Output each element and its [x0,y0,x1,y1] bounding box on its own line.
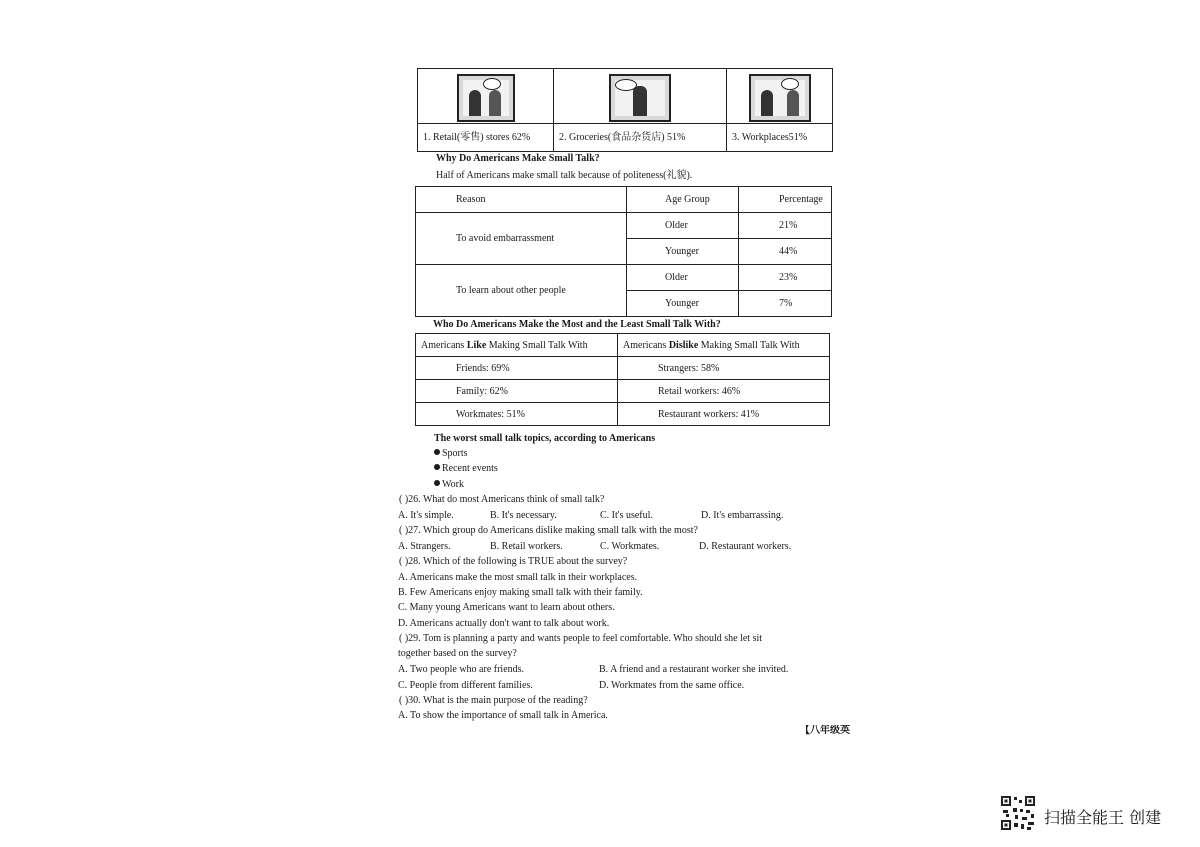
question-28-option-c: C. Many young Americans want to learn about others. [398,602,615,613]
retail-caption: 1. Retail(零售) stores 62% [418,124,554,152]
places-table [417,68,833,152]
question-30-option-a: A. To show the importance of small talk in America. [398,710,608,721]
question-28-stem: ( )28. Which of the following is TRUE about the survey? [399,556,628,567]
question-29-option-b: B. A friend and a restaurant worker she invited. [599,664,789,675]
workplaces-picture-cell [727,69,833,124]
reason-cell: To avoid embarrassment [416,213,627,265]
like-cell: Family: 62% [416,380,618,403]
question-26-option-d: D. It's embarrassing. [701,510,784,521]
age-cell: Older [627,213,739,239]
question-29-option-a: A. Two people who are friends. [398,664,525,675]
question-28-option-a: A. Americans make the most small talk in their workplaces. [398,572,638,583]
like-cell: Friends: 69% [416,357,618,380]
age-cell: Younger [627,239,739,265]
question-29-stem-continued: together based on the survey? [398,648,517,659]
age-cell: Older [627,265,739,291]
percentage-cell: 21% [739,213,832,239]
percentage-header: Percentage [739,187,832,213]
worst-topic-item: Recent events [434,463,498,475]
question-28-option-b: B. Few Americans enjoy making small talk with their family. [398,587,643,598]
qr-code-icon [1000,795,1036,831]
age-cell: Younger [627,291,739,317]
question-29-option-c: C. People from different families. [398,680,533,691]
like-header: Americans Like Making Small Talk With [416,334,618,357]
question-28-option-d: D. Americans actually don't want to talk about work. [398,618,610,629]
percentage-cell: 7% [739,291,832,317]
workplaces-caption: 3. Workplaces51% [727,124,833,152]
bullet-icon [434,449,440,455]
groceries-picture-cell [554,69,727,124]
question-30-stem: ( )30. What is the main purpose of the reading? [399,695,588,706]
question-29-option-d: D. Workmates from the same office. [599,680,745,691]
question-27-option-b: B. Retail workers. [490,541,563,552]
groceries-sketch-image [609,74,671,122]
question-26-option-b: B. It's necessary. [490,510,557,521]
who-heading: Who Do Americans Make the Most and the Least Small Talk With? [433,319,721,330]
groceries-caption: 2. Groceries(食品杂货店) 51% [554,124,727,152]
bullet-icon [434,480,440,486]
scanner-watermark-text: 扫描全能王 创建 [1044,808,1162,827]
page-grade-tag: 【八年级英 [800,725,850,736]
reason-header: Reason [416,187,627,213]
why-heading: Why Do Americans Make Small Talk? [436,153,600,164]
question-27-option-c: C. Workmates. [600,541,660,552]
worst-heading: The worst small talk topics, according to Americans [434,433,656,444]
worst-topic-item: Sports [434,448,468,460]
worst-topic-item: Work [434,479,464,491]
percentage-cell: 44% [739,239,832,265]
percentage-cell: 23% [739,265,832,291]
dislike-cell: Retail workers: 46% [618,380,830,403]
retail-picture-cell [418,69,554,124]
reasons-table [415,186,832,317]
question-26-option-a: A. It's simple. [398,510,454,521]
question-26-stem: ( )26. What do most Americans think of small talk? [399,494,605,505]
question-26-option-c: C. It's useful. [600,510,653,521]
question-27-option-d: D. Restaurant workers. [699,541,792,552]
like-cell: Workmates: 51% [416,403,618,426]
question-29-stem: ( )29. Tom is planning a party and wants people to feel comfortable. Who should she let sit [399,633,763,644]
why-intro: Half of Americans make small talk because of politeness(礼貌). [436,170,693,181]
dislike-cell: Strangers: 58% [618,357,830,380]
dislike-header: Americans Dislike Making Small Talk With [618,334,830,357]
dislike-cell: Restaurant workers: 41% [618,403,830,426]
small-talk-with-table [415,333,830,426]
age-group-header: Age Group [627,187,739,213]
reason-cell: To learn about other people [416,265,627,317]
retail-sketch-image [457,74,515,122]
bullet-icon [434,464,440,470]
workplaces-sketch-image [749,74,811,122]
question-27-stem: ( )27. Which group do Americans dislike making small talk with the most? [399,525,698,536]
question-27-option-a: A. Strangers. [398,541,451,552]
